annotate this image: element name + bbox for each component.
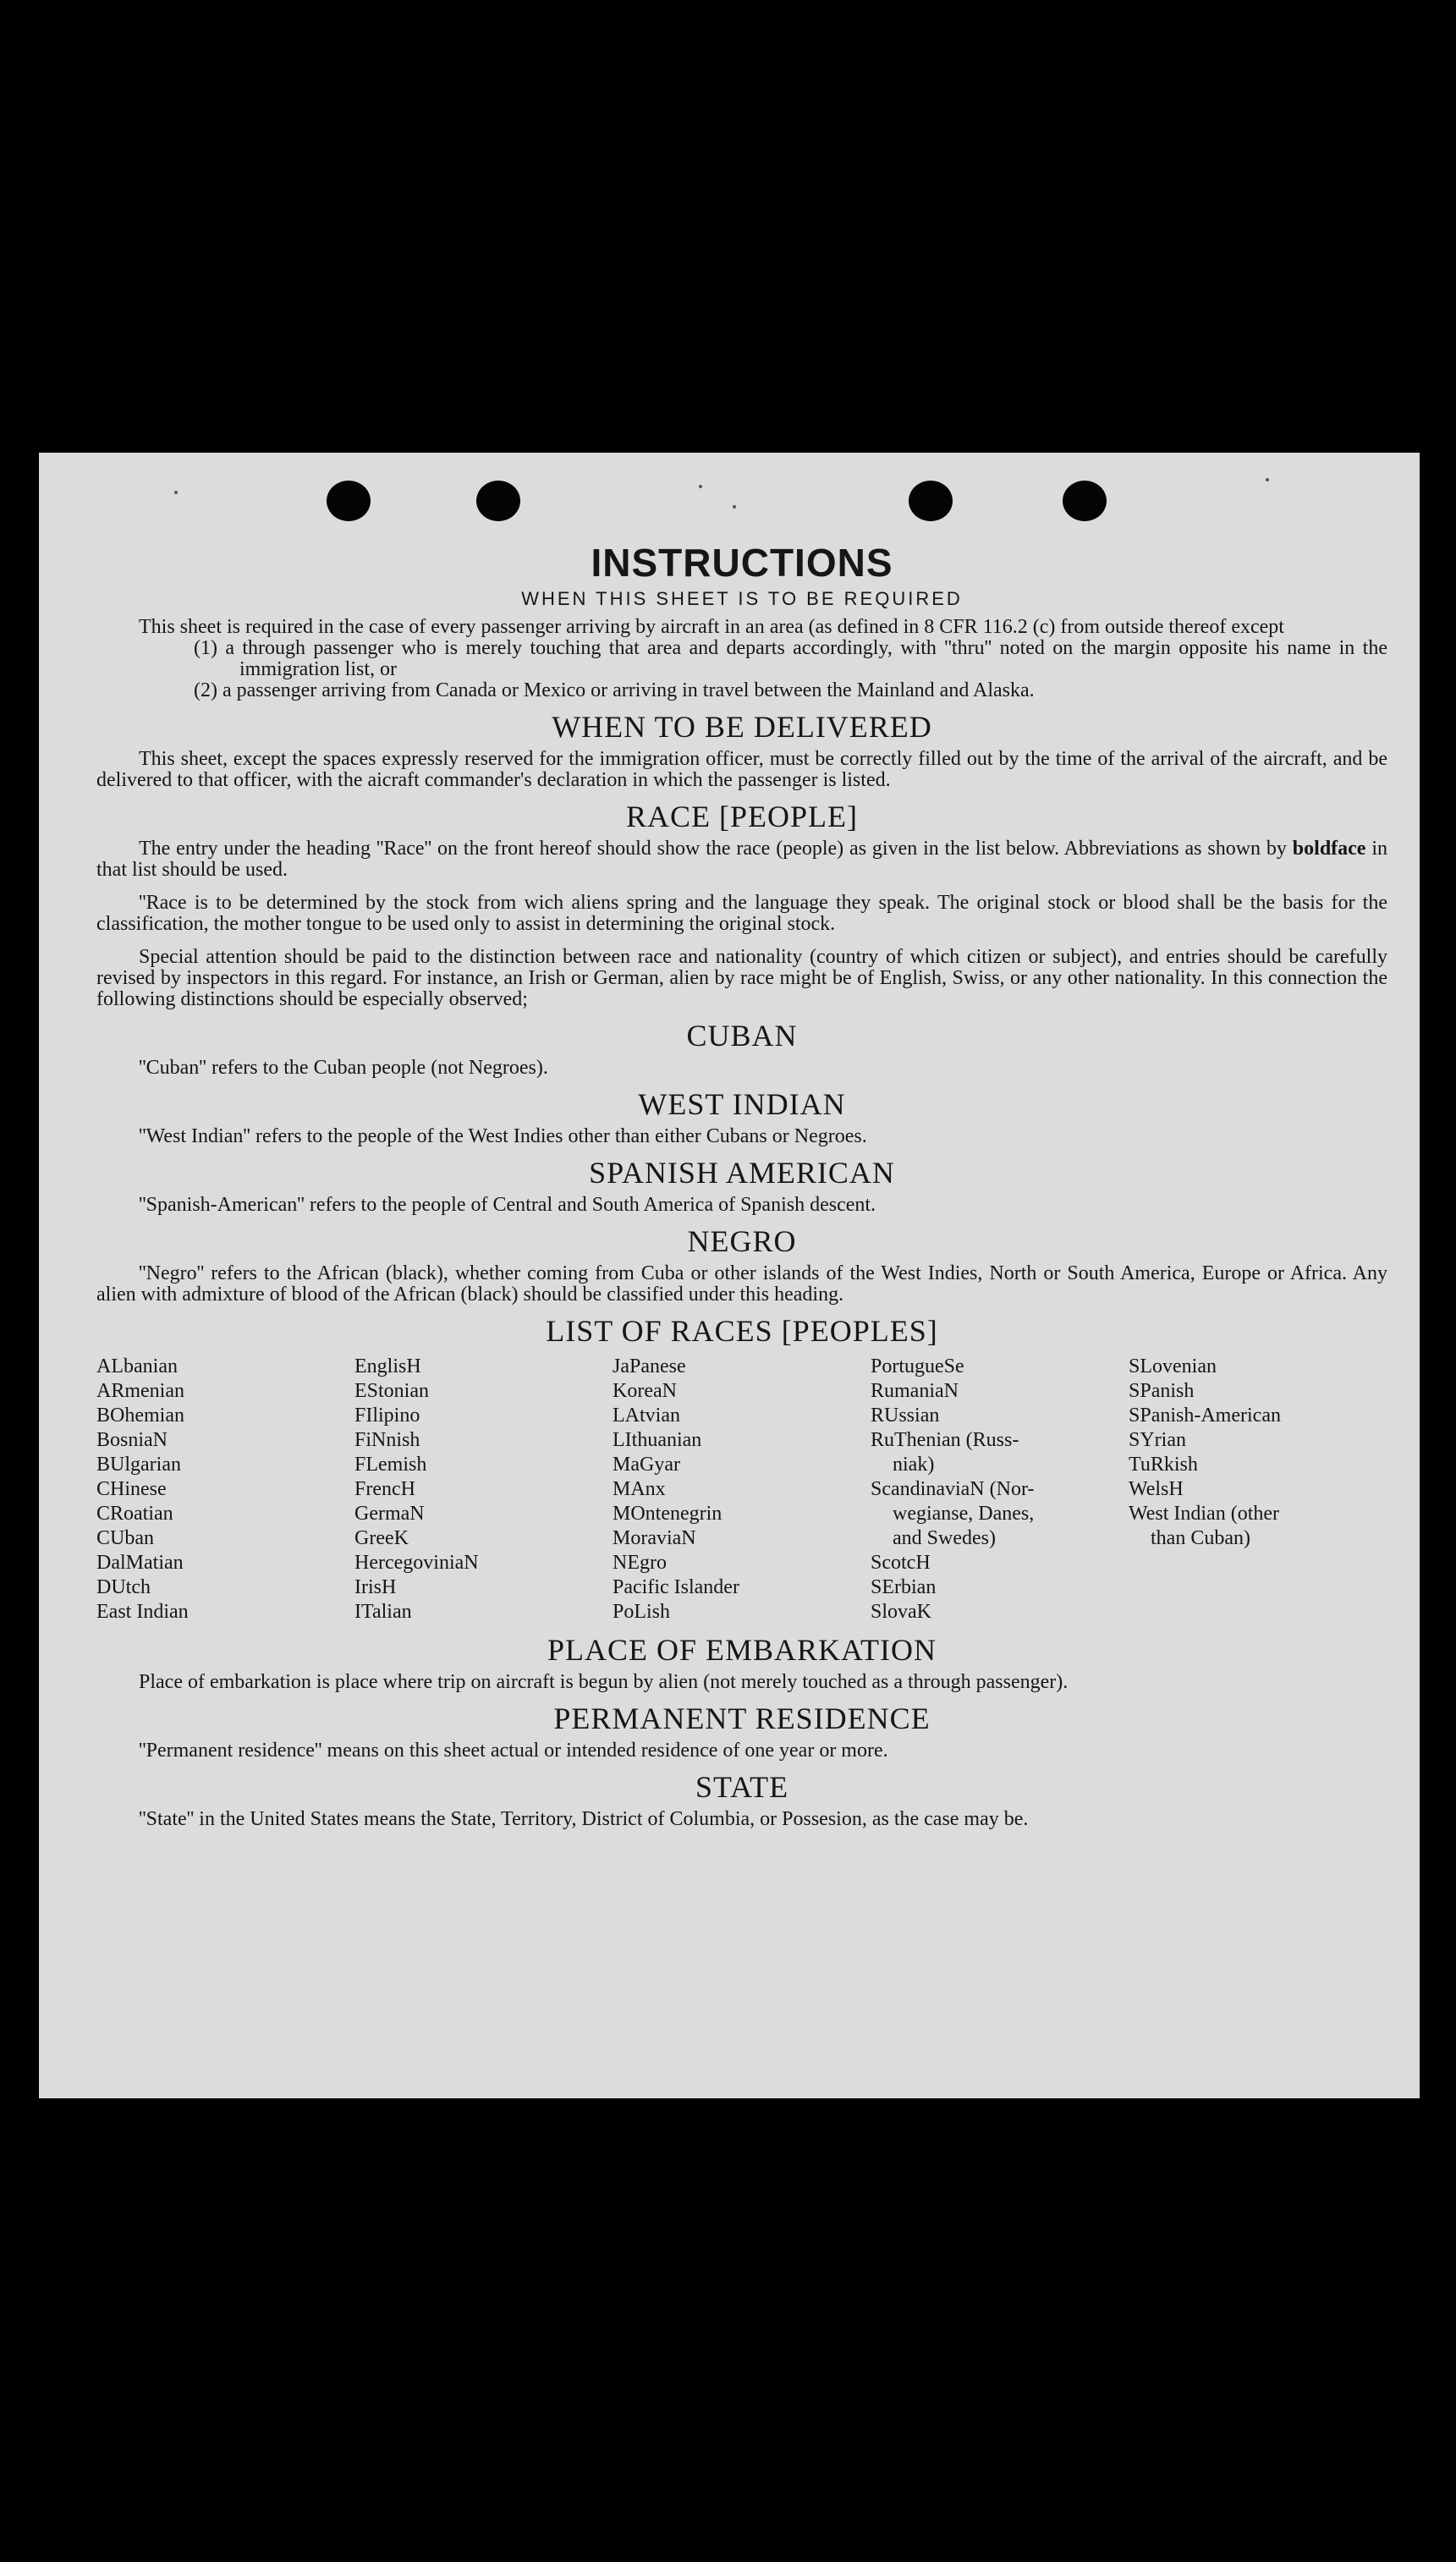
race-entry: PoLish [613,1601,671,1623]
race-entry: JaPanese [613,1355,686,1377]
races-list [96,1355,1387,1625]
race-entry: DalMatian [96,1552,184,1574]
race-entry: GreeK [354,1527,409,1549]
west-indian-text: ''West Indian'' refers to the people of the West Indies other than either Cubans or Negroes. [139,1125,867,1147]
race-entry: and Swedes) [893,1527,996,1549]
place-of-embarkation-heading: PLACE OF EMBARKATION [547,1633,937,1667]
race-p1-before: The entry under the heading ''Race'' on the front hereof should show the race (people) as given in the list below. Abbreviations as shown by [139,838,1293,860]
race-entry: Pacific Islander [613,1576,739,1598]
race-entry: DUtch [96,1576,151,1598]
race-entry: than Cuban) [1151,1527,1250,1549]
race-entry: RUssian [871,1405,940,1427]
race-entry: RumaniaN [871,1380,959,1402]
race-entry: SYrian [1129,1429,1186,1451]
race-paragraph-2: ''Race is to be determined by the stock from wich aliens spring and the language they speak. The original stock or blood shall be the basis for the classification, the mother tongue to be used only to assist in determining the original stock. [96,892,1387,935]
race-entry: FIlipino [354,1405,420,1427]
race-entry: GermaN [354,1503,425,1525]
race-p1-after: in that list should be used. [96,838,1388,881]
race-paragraph-3: Special attention should be paid to the distinction between race and nationality (country of which citizen or subject), and entries should be carefully revised by inspectors in this regard. For instance, an Irish or German, alien by race might be of English, Swiss, or any other nationality. In this connection the following distinctions should be especially observed; [96,946,1387,1010]
spanish-american-heading: SPANISH AMERICAN [589,1156,895,1190]
race-entry: CUban [96,1527,154,1549]
race-entry: BosniaN [96,1429,168,1451]
punch-hole [476,481,520,521]
race-entry: BOhemian [96,1405,184,1427]
when-delivered-heading: WHEN TO BE DELIVERED [552,710,932,744]
race-entry: ITalian [354,1601,412,1623]
west-indian-heading: WEST INDIAN [638,1087,846,1121]
race-entry: KoreaN [613,1380,677,1402]
punch-hole [1063,481,1107,521]
race-column-2 [354,1355,613,1625]
document-title: INSTRUCTIONS [591,541,893,585]
list-of-races-heading: LIST OF RACES [PEOPLES] [546,1314,938,1348]
race-entry: FrencH [354,1478,415,1500]
race-entry: ScandinaviaN (Nor- [871,1478,1035,1500]
race-entry: SErbian [871,1576,937,1598]
document-subtitle: WHEN THIS SHEET IS TO BE REQUIRED [521,588,963,609]
race-entry: CHinese [96,1478,167,1500]
document-content [96,541,1387,1830]
race-entry: BUlgarian [96,1454,181,1476]
cuban-heading: CUBAN [686,1019,798,1053]
intro-paragraph: This sheet is required in the case of every passenger arriving by aircraft in an area (as defined in 8 CFR 116.2 (c) from outside thereof except [139,616,1284,638]
race-entry: LAtvian [613,1405,680,1427]
negro-text: ''Negro'' refers to the African (black), whether coming from Cuba or other islands of the West Indies, North or South America, Europe or Africa. Any alien with admixture of blood of the African (black) should be classified under this heading. [96,1262,1387,1306]
race-entry: MoraviaN [613,1527,696,1549]
race-entry: TuRkish [1129,1454,1198,1476]
race-entry: RuThenian (Russ- [871,1429,1019,1451]
race-paragraph-1 [96,838,1387,881]
cuban-text: ''Cuban'' refers to the Cuban people (not Negroes). [139,1057,548,1079]
permanent-residence-heading: PERMANENT RESIDENCE [553,1702,931,1735]
when-delivered-text: This sheet, except the spaces expressly reserved for the immigration officer, must be correctly filled out by the time of the arrival of the aircraft, and be delivered to that officer, with the aicraft commander's declaration in which the passenger is listed. [96,748,1387,791]
race-entry: CRoatian [96,1503,173,1525]
exception-item-2: (2) a passenger arriving from Canada or Mexico or arriving in travel between the Mainland and Alaska. [194,679,1035,701]
race-entry: EStonian [354,1380,429,1402]
speck [733,505,736,509]
state-heading: STATE [695,1770,789,1804]
permanent-residence-text: ''Permanent residence'' means on this sheet actual or intended residence of one year or more. [139,1740,888,1762]
race-entry: EnglisH [354,1355,421,1377]
race-entry: wegianse, Danes, [893,1503,1035,1525]
race-entry: WelsH [1129,1478,1184,1500]
race-entry: IrisH [354,1576,397,1598]
race-entry: SPanish [1129,1380,1195,1402]
race-column-4 [871,1355,1129,1625]
race-column-5 [1129,1355,1387,1625]
exception-item-1: (1) a through passenger who is merely touching that area and departs accordingly, with ''thru'' noted on the margin opposite his name in the immigration list, or [194,637,1387,680]
race-entry: NEgro [613,1552,667,1574]
state-text: ''State'' in the United States means the State, Territory, District of Columbia, or Possesion, as the case may be. [139,1808,1029,1830]
speck [699,485,702,488]
race-entry: niak) [893,1454,935,1476]
race-entry: LIthuanian [613,1429,702,1451]
speck [1266,478,1269,481]
race-column-1 [96,1355,354,1625]
race-entry: SlovaK [871,1601,931,1623]
document-sheet [39,453,1420,2098]
race-entry: West Indian (other [1129,1503,1280,1525]
race-entry: FiNnish [354,1429,420,1451]
negro-heading: NEGRO [687,1224,797,1258]
race-entry: ARmenian [96,1380,184,1402]
race-entry: PortugueSe [871,1355,964,1377]
speck [174,491,178,494]
race-entry: MaGyar [613,1454,680,1476]
race-entry: MAnx [613,1478,666,1500]
race-heading: RACE [PEOPLE] [626,800,858,833]
race-p1-bold: boldface [1292,838,1366,860]
race-entry: ALbanian [96,1355,178,1377]
race-entry: MOntenegrin [613,1503,723,1525]
race-entry: SLovenian [1129,1355,1217,1377]
race-entry: SPanish-American [1129,1405,1281,1427]
race-entry: East Indian [96,1601,189,1623]
race-entry: HercegoviniaN [354,1552,479,1574]
race-entry: ScotcH [871,1552,931,1574]
spanish-american-text: ''Spanish-American'' refers to the people of Central and South America of Spanish descent. [139,1194,876,1216]
race-entry: FLemish [354,1454,427,1476]
race-column-3 [613,1355,871,1625]
punch-hole [909,481,953,521]
punch-hole [327,481,371,521]
place-of-embarkation-text: Place of embarkation is place where trip on aircraft is begun by alien (not merely touched as a through passenger). [139,1671,1069,1693]
